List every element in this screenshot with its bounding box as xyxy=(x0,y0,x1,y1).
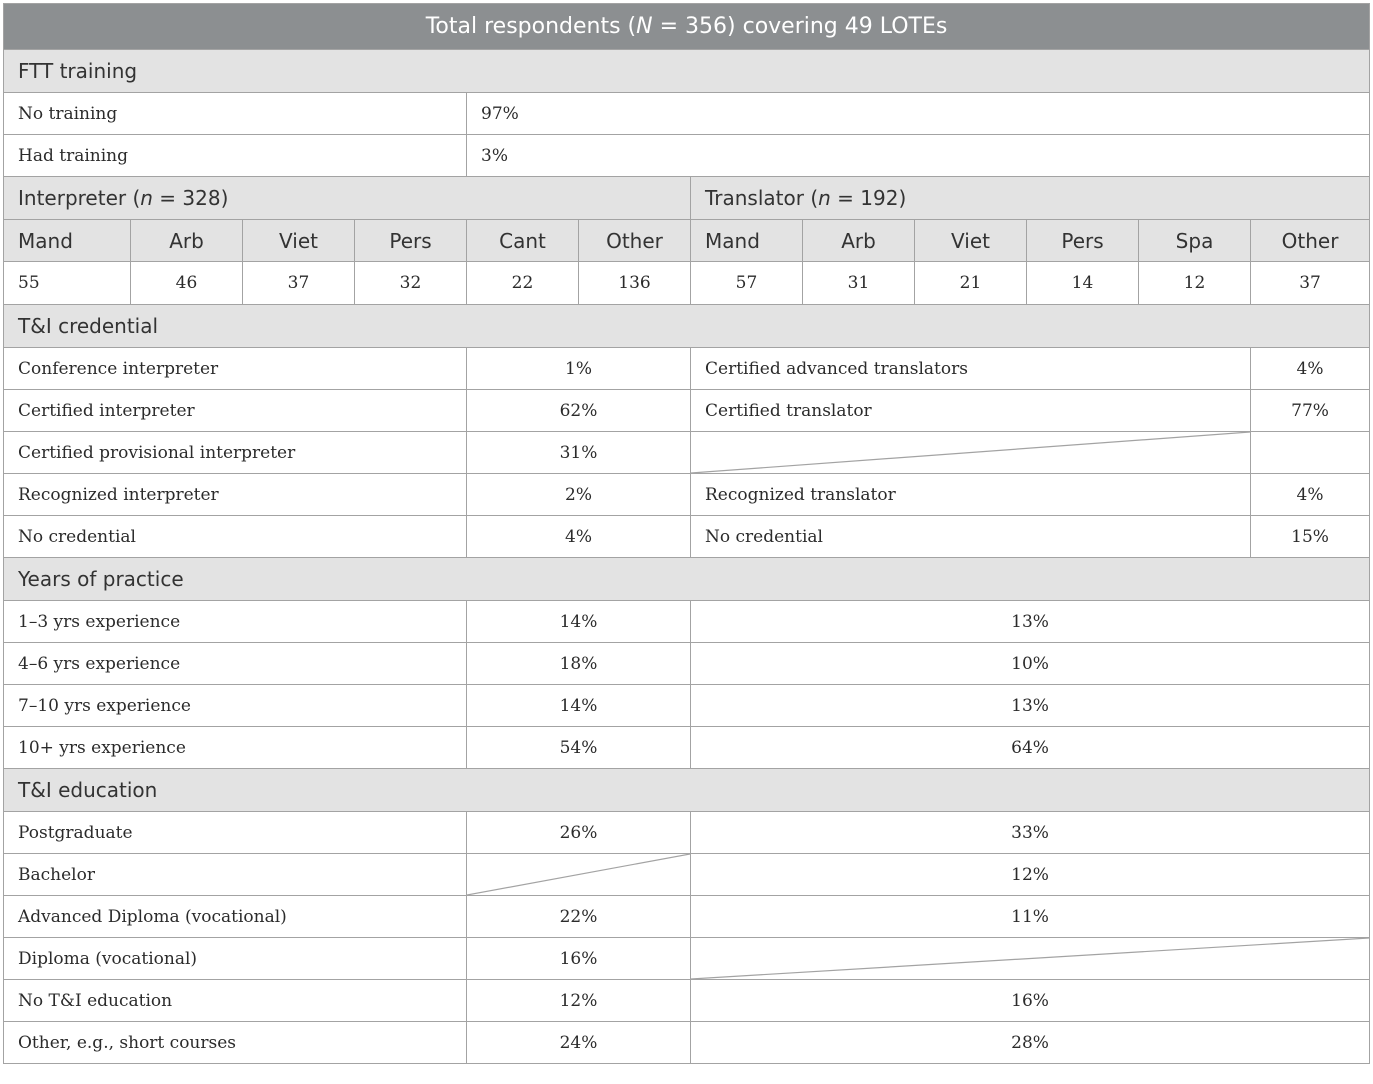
row-label: Had training xyxy=(4,135,467,177)
language-count: 37 xyxy=(1251,262,1370,305)
language-header: Pers xyxy=(355,220,467,262)
translator-value: 4% xyxy=(1251,348,1370,390)
row-label: 4–6 yrs experience xyxy=(4,643,467,685)
translator-group-heading: Translator (n = 192) xyxy=(691,177,1370,220)
language-header: Viet xyxy=(243,220,355,262)
diagonal-line xyxy=(467,854,690,895)
empty-diagonal-cell xyxy=(691,938,1370,980)
language-header: Viet xyxy=(915,220,1027,262)
table-row xyxy=(4,685,1370,727)
table-row xyxy=(4,474,1370,516)
language-header-row xyxy=(4,220,1370,262)
language-count: 22 xyxy=(467,262,579,305)
results-table xyxy=(3,3,1370,1064)
table-row xyxy=(4,135,1370,177)
language-count: 32 xyxy=(355,262,467,305)
translator-value: 16% xyxy=(691,980,1370,1022)
translator-value: 64% xyxy=(691,727,1370,769)
language-count: 14 xyxy=(1027,262,1139,305)
interpreter-value: 12% xyxy=(467,980,691,1022)
interpreter-value: 26% xyxy=(467,812,691,854)
translator-value: 12% xyxy=(691,854,1370,896)
interpreter-value: 4% xyxy=(467,516,691,558)
row-label: Diploma (vocational) xyxy=(4,938,467,980)
interpreter-value: 2% xyxy=(467,474,691,516)
table-row xyxy=(4,938,1370,980)
translator-label: Recognized translator xyxy=(691,474,1251,516)
row-label: 7–10 yrs experience xyxy=(4,685,467,727)
language-count: 37 xyxy=(243,262,355,305)
translator-value: 13% xyxy=(691,601,1370,643)
row-value: 97% xyxy=(467,93,1370,135)
table-row xyxy=(4,812,1370,854)
language-header: Cant xyxy=(467,220,579,262)
translator-label: No credential xyxy=(691,516,1251,558)
empty-diagonal-cell xyxy=(467,854,691,896)
row-label: Advanced Diploma (vocational) xyxy=(4,896,467,938)
table-row xyxy=(4,516,1370,558)
section-heading: T&I education xyxy=(4,769,1370,812)
language-count: 55 xyxy=(4,262,131,305)
interpreter-value: 14% xyxy=(467,601,691,643)
row-label: Recognized interpreter xyxy=(4,474,467,516)
empty-diagonal-cell xyxy=(691,432,1251,474)
row-value: 3% xyxy=(467,135,1370,177)
translator-value: 28% xyxy=(691,1022,1370,1064)
row-label: Conference interpreter xyxy=(4,348,467,390)
table-row xyxy=(4,348,1370,390)
interpreter-value: 54% xyxy=(467,727,691,769)
empty-cell xyxy=(1251,432,1370,474)
table-row xyxy=(4,643,1370,685)
interpreter-value: 22% xyxy=(467,896,691,938)
group-header-row xyxy=(4,177,1370,220)
language-count: 57 xyxy=(691,262,803,305)
table-row xyxy=(4,854,1370,896)
language-header: Mand xyxy=(691,220,803,262)
row-label: Certified provisional interpreter xyxy=(4,432,467,474)
translator-value: 15% xyxy=(1251,516,1370,558)
row-label: No credential xyxy=(4,516,467,558)
table-row xyxy=(4,896,1370,938)
translator-value: 13% xyxy=(691,685,1370,727)
language-count: 31 xyxy=(803,262,915,305)
section-heading: Years of practice xyxy=(4,558,1370,601)
section-heading: FTT training xyxy=(4,50,1370,93)
language-header: Arb xyxy=(131,220,243,262)
table-row xyxy=(4,1022,1370,1064)
diagonal-line xyxy=(691,432,1250,473)
interpreter-value: 24% xyxy=(467,1022,691,1064)
diagonal-line xyxy=(691,938,1369,979)
section-credential xyxy=(4,305,1370,348)
table-row xyxy=(4,727,1370,769)
section-heading: T&I credential xyxy=(4,305,1370,348)
row-label: Postgraduate xyxy=(4,812,467,854)
interpreter-value: 16% xyxy=(467,938,691,980)
row-label: Certified interpreter xyxy=(4,390,467,432)
table-row xyxy=(4,390,1370,432)
translator-value: 77% xyxy=(1251,390,1370,432)
translator-value: 4% xyxy=(1251,474,1370,516)
table-row xyxy=(4,980,1370,1022)
row-label: Bachelor xyxy=(4,854,467,896)
language-count: 21 xyxy=(915,262,1027,305)
translator-label: Certified advanced translators xyxy=(691,348,1251,390)
table-title: Total respondents (N = 356) covering 49 LOTEs xyxy=(4,4,1370,50)
interpreter-value: 62% xyxy=(467,390,691,432)
translator-value: 11% xyxy=(691,896,1370,938)
language-header: Pers xyxy=(1027,220,1139,262)
language-header: Other xyxy=(1251,220,1370,262)
interpreter-value: 1% xyxy=(467,348,691,390)
section-education xyxy=(4,769,1370,812)
translator-value: 33% xyxy=(691,812,1370,854)
section-practice xyxy=(4,558,1370,601)
section-ftt-training xyxy=(4,50,1370,93)
table-title-row xyxy=(4,4,1370,50)
table-row xyxy=(4,93,1370,135)
interpreter-value: 18% xyxy=(467,643,691,685)
language-count: 12 xyxy=(1139,262,1251,305)
table-row xyxy=(4,601,1370,643)
translator-label: Certified translator xyxy=(691,390,1251,432)
interpreter-value: 31% xyxy=(467,432,691,474)
table-row xyxy=(4,432,1370,474)
row-label: Other, e.g., short courses xyxy=(4,1022,467,1064)
language-count: 136 xyxy=(579,262,691,305)
row-label: No T&I education xyxy=(4,980,467,1022)
interpreter-value: 14% xyxy=(467,685,691,727)
language-header: Mand xyxy=(4,220,131,262)
interpreter-group-heading: Interpreter (n = 328) xyxy=(4,177,691,220)
row-label: 1–3 yrs experience xyxy=(4,601,467,643)
language-header: Other xyxy=(579,220,691,262)
language-count: 46 xyxy=(131,262,243,305)
row-label: No training xyxy=(4,93,467,135)
language-count-row xyxy=(4,262,1370,305)
language-header: Arb xyxy=(803,220,915,262)
language-header: Spa xyxy=(1139,220,1251,262)
row-label: 10+ yrs experience xyxy=(4,727,467,769)
translator-value: 10% xyxy=(691,643,1370,685)
